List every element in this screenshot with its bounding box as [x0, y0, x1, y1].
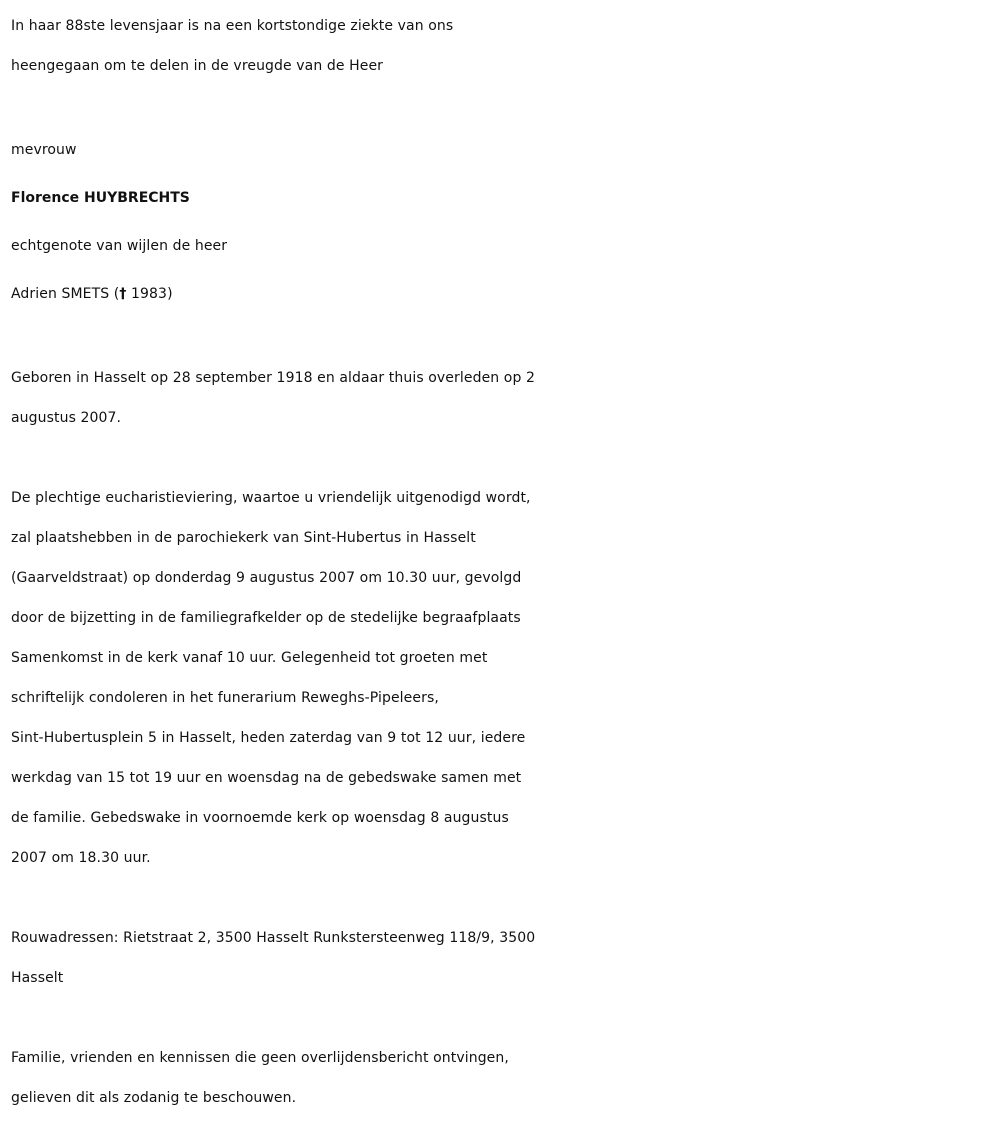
ceremony-line: schriftelijk condoleren in het funerarium Reweghs-Pipeleers, [11, 690, 439, 706]
deceased-name: Florence HUYBRECHTS [11, 190, 190, 206]
ceremony-line: zal plaatshebben in de parochiekerk van Sint-Hubertus in Hasselt [11, 530, 476, 546]
intro-line-1: In haar 88ste levensjaar is na een kortstondige ziekte van ons [11, 18, 454, 34]
ceremony-line: Samenkomst in de kerk vanaf 10 uur. Gelegenheid tot groeten met [11, 650, 488, 666]
birth-death-paragraph [11, 358, 990, 438]
spouse-year: 1983) [126, 286, 173, 302]
intro-line-2: heengegaan om te delen in de vreugde van de Heer [11, 58, 384, 74]
ceremony-line: 2007 om 18.30 uur. [11, 850, 151, 866]
cross-icon: † [119, 286, 127, 302]
ceremony-line: werkdag van 15 tot 19 uur en woensdag na de gebedswake samen met [11, 770, 522, 786]
spouse-name: Adrien SMETS ( [11, 286, 120, 302]
ceremony-line: De plechtige eucharistieviering, waartoe u vriendelijk uitgenodigd wordt, [11, 490, 531, 506]
spacer [11, 438, 990, 478]
closing-line-1: Familie, vrienden en kennissen die geen overlijdensbericht ontvingen, [11, 1050, 509, 1066]
closing-paragraph [11, 1038, 990, 1118]
deceased-title: mevrouw [11, 142, 77, 158]
ceremony-line: door de bijzetting in de familiegrafkelder op de stedelijke begraafplaats [11, 610, 521, 626]
addresses-line-2: Hasselt [11, 970, 64, 986]
spacer [11, 86, 990, 126]
spacer [11, 318, 990, 358]
ceremony-line: Sint-Hubertusplein 5 in Hasselt, heden zaterdag van 9 tot 12 uur, iedere [11, 730, 526, 746]
spacer [11, 998, 990, 1038]
spouse-line [11, 270, 990, 318]
deceased-relation: echtgenote van wijlen de heer [11, 238, 228, 254]
birth-death-line-1: Geboren in Hasselt op 28 september 1918 en aldaar thuis overleden op 2 [11, 370, 536, 386]
deceased-block [11, 126, 990, 318]
ceremony-paragraph [11, 478, 990, 878]
ceremony-line: (Gaarveldstraat) op donderdag 9 augustus 2007 om 10.30 uur, gevolgd [11, 570, 522, 586]
closing-line-2: gelieven dit als zodanig te beschouwen. [11, 1090, 297, 1106]
spacer [11, 878, 990, 918]
addresses-line-1: Rouwadressen: Rietstraat 2, 3500 Hasselt Runkstersteenweg 118/9, 3500 [11, 930, 536, 946]
ceremony-line: de familie. Gebedswake in voornoemde kerk op woensdag 8 augustus [11, 810, 509, 826]
addresses-paragraph [11, 918, 990, 998]
intro-paragraph [11, 6, 990, 86]
birth-death-line-2: augustus 2007. [11, 410, 122, 426]
